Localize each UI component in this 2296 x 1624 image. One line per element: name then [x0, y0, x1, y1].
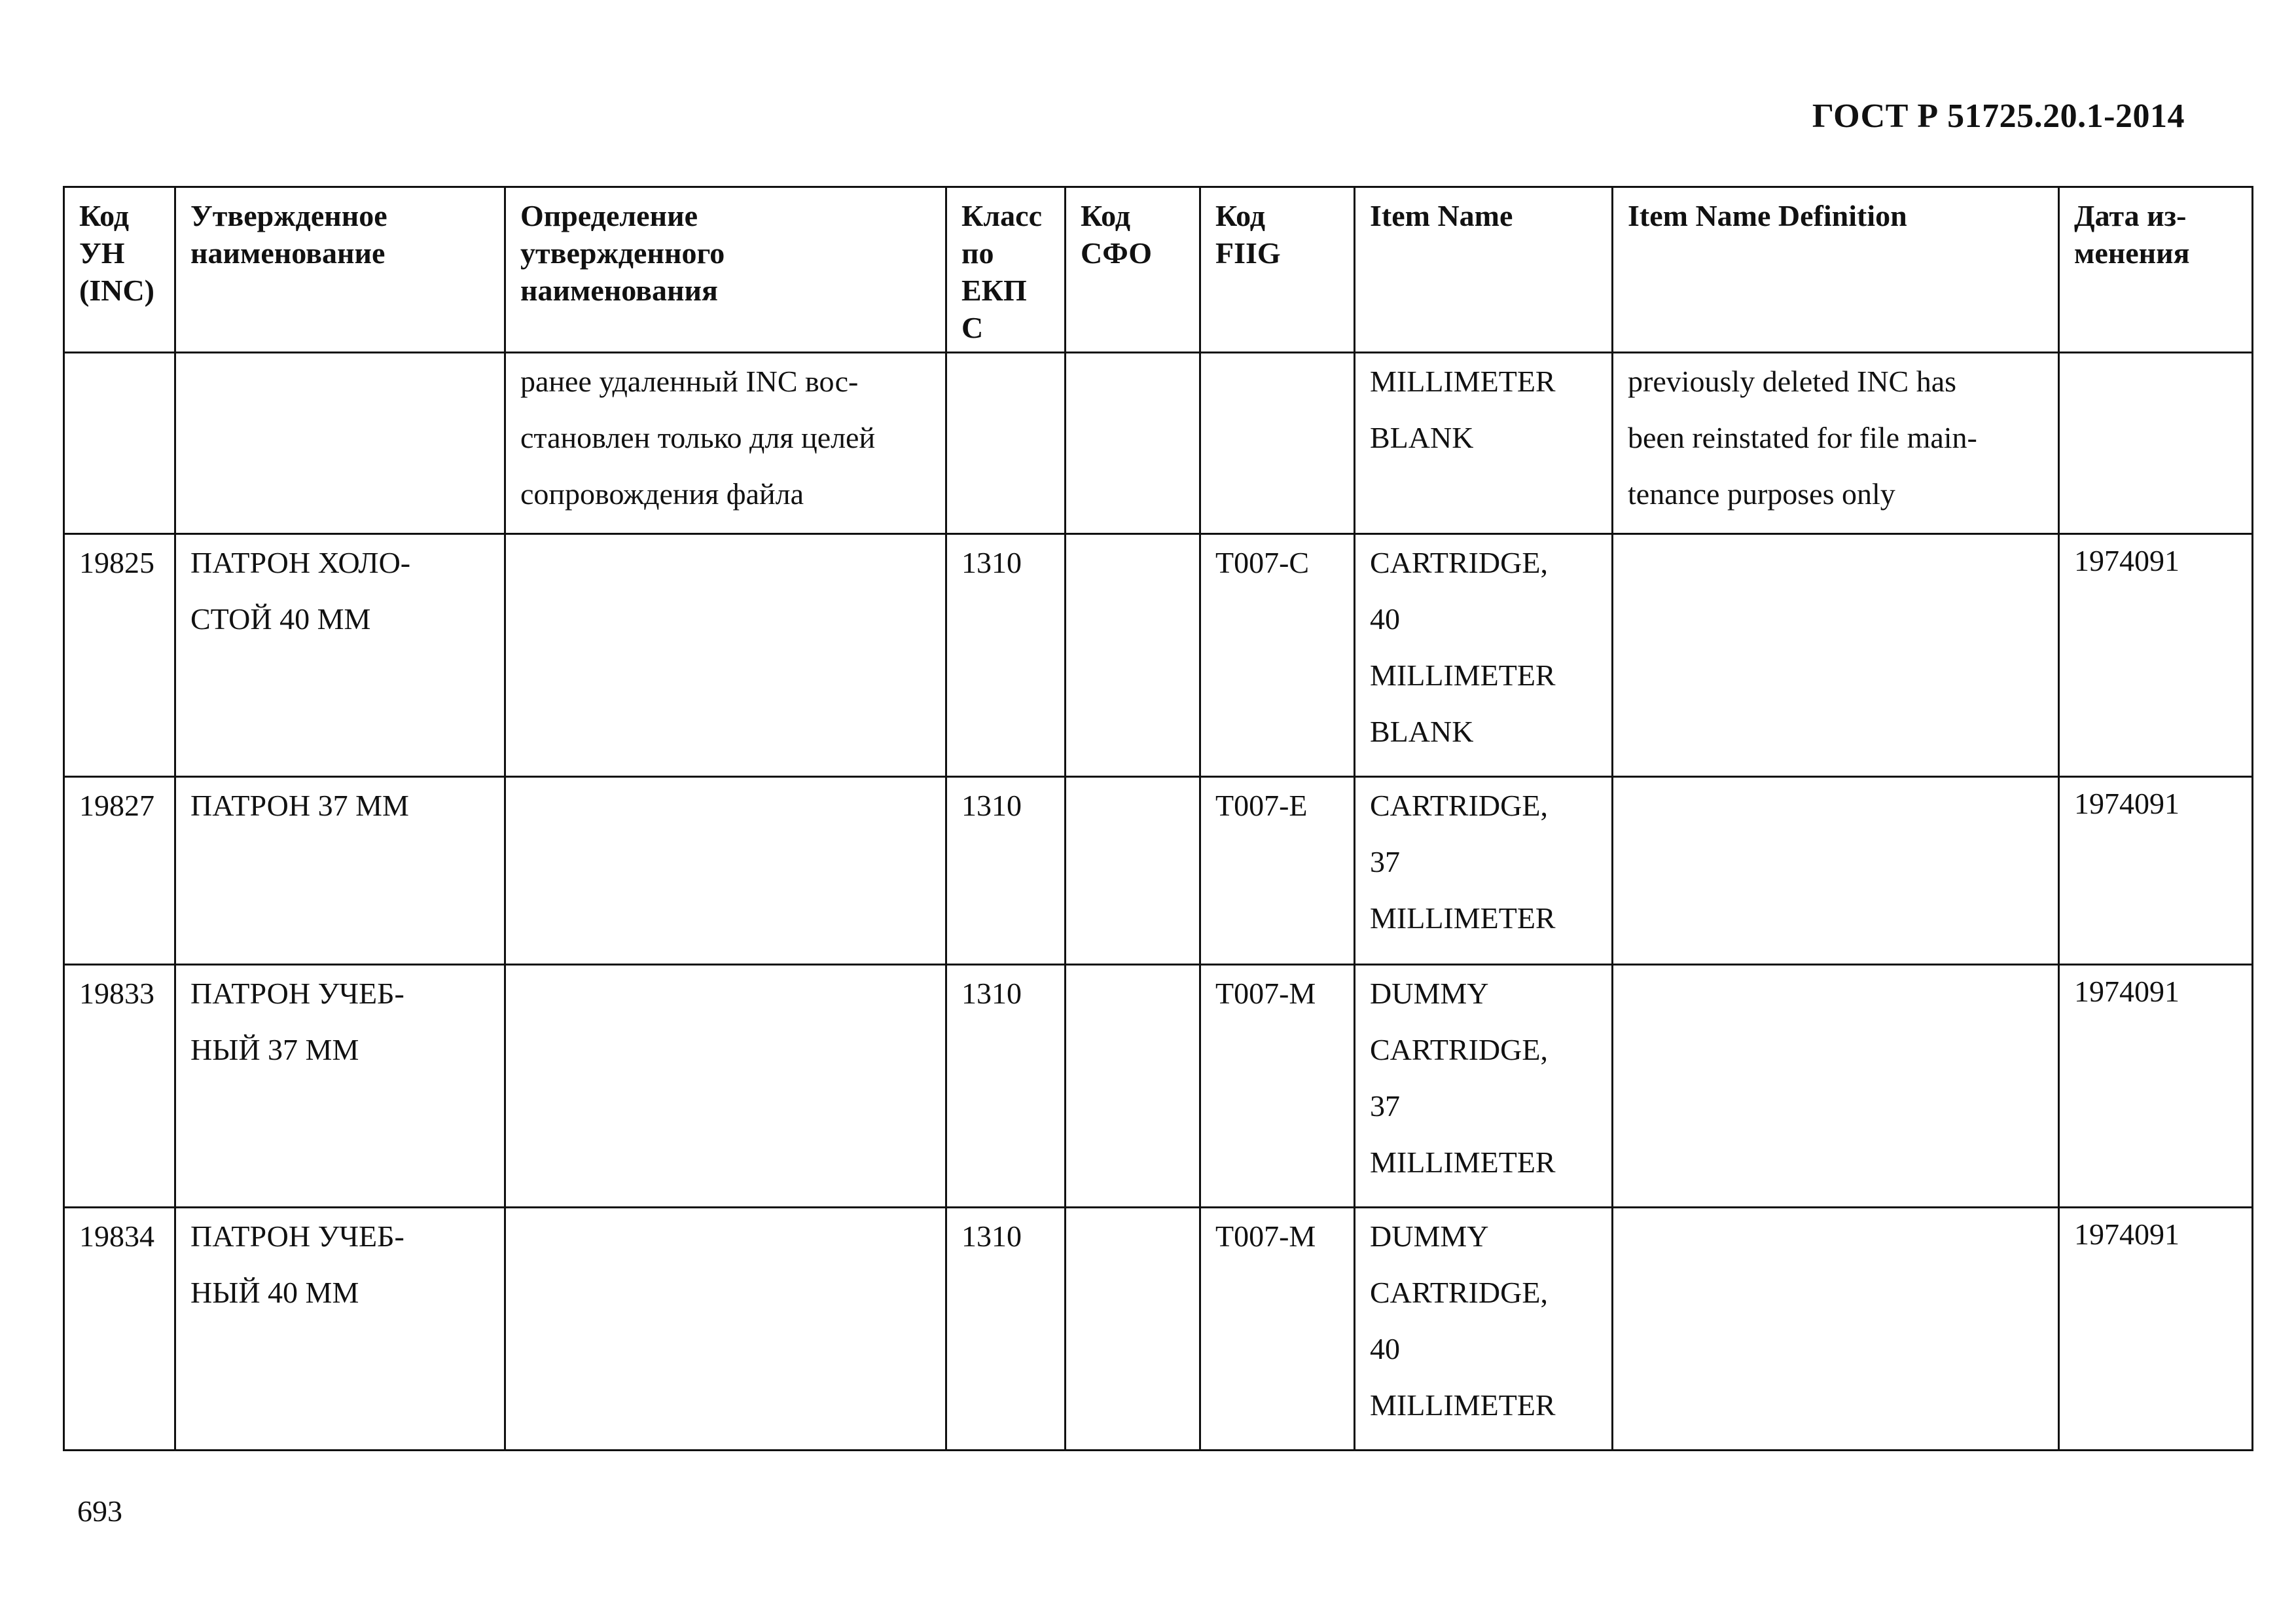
- column-header-change-date: Дата из- менения: [2059, 187, 2253, 353]
- cell-sfo: [1066, 534, 1200, 777]
- cell-definition: [505, 534, 946, 777]
- cell-item-name-definition: [1613, 777, 2059, 965]
- cell-definition: [505, 777, 946, 965]
- cell-item-name: CARTRIDGE, 37 MILLIMETER: [1355, 777, 1613, 965]
- cell-item-name-definition: [1613, 1208, 2059, 1451]
- table-row: [64, 534, 2253, 777]
- cell-sfo: [1066, 965, 1200, 1208]
- cell-change-date: 1974091: [2059, 777, 2253, 965]
- cell-fiig: T007-E: [1200, 777, 1355, 965]
- table-row: [64, 353, 2253, 534]
- cell-sfo: [1066, 1208, 1200, 1451]
- cell-class: 1310: [946, 534, 1066, 777]
- cell-class: [946, 353, 1066, 534]
- column-header-class: Класс по ЕКП С: [946, 187, 1066, 353]
- cell-approved-name: ПАТРОН УЧЕБ- НЫЙ 40 ММ: [175, 1208, 505, 1451]
- table-row: [64, 777, 2253, 965]
- nomenclature-table: [63, 186, 2253, 1451]
- cell-inc: 19825: [64, 534, 175, 777]
- cell-approved-name: ПАТРОН УЧЕБ- НЫЙ 37 ММ: [175, 965, 505, 1208]
- document-standard-title: ГОСТ Р 51725.20.1-2014: [1812, 98, 2185, 135]
- cell-fiig: T007-M: [1200, 965, 1355, 1208]
- cell-inc: [64, 353, 175, 534]
- cell-fiig: [1200, 353, 1355, 534]
- column-header-item-name-definition: Item Name Definition: [1613, 187, 2059, 353]
- cell-sfo: [1066, 777, 1200, 965]
- cell-definition: [505, 1208, 946, 1451]
- cell-change-date: 1974091: [2059, 965, 2253, 1208]
- cell-definition: [505, 965, 946, 1208]
- cell-inc: 19833: [64, 965, 175, 1208]
- cell-inc: 19827: [64, 777, 175, 965]
- table-row: [64, 1208, 2253, 1451]
- cell-item-name: CARTRIDGE, 40 MILLIMETER BLANK: [1355, 534, 1613, 777]
- cell-item-name: DUMMY CARTRIDGE, 40 MILLIMETER: [1355, 1208, 1613, 1451]
- cell-class: 1310: [946, 777, 1066, 965]
- column-header-definition: Определение утвержденного наименования: [505, 187, 946, 353]
- cell-definition: ранее удаленный INC вос- становлен только для целей сопровождения файла: [505, 353, 946, 534]
- cell-class: 1310: [946, 1208, 1066, 1451]
- page-number: 693: [77, 1494, 122, 1528]
- cell-approved-name: ПАТРОН 37 ММ: [175, 777, 505, 965]
- cell-class: 1310: [946, 965, 1066, 1208]
- cell-item-name: MILLIMETER BLANK: [1355, 353, 1613, 534]
- cell-item-name-definition: [1613, 534, 2059, 777]
- cell-fiig: T007-C: [1200, 534, 1355, 777]
- column-header-inc: Код УН (INC): [64, 187, 175, 353]
- cell-item-name-definition: previously deleted INC has been reinstated for file main- tenance purposes only: [1613, 353, 2059, 534]
- cell-inc: 19834: [64, 1208, 175, 1451]
- cell-change-date: [2059, 353, 2253, 534]
- column-header-approved-name: Утвержденное наименование: [175, 187, 505, 353]
- cell-approved-name: [175, 353, 505, 534]
- cell-change-date: 1974091: [2059, 1208, 2253, 1451]
- table-row: [64, 965, 2253, 1208]
- cell-item-name: DUMMY CARTRIDGE, 37 MILLIMETER: [1355, 965, 1613, 1208]
- cell-sfo: [1066, 353, 1200, 534]
- cell-fiig: T007-M: [1200, 1208, 1355, 1451]
- column-header-fiig: Код FIIG: [1200, 187, 1355, 353]
- table-header-row: [64, 187, 2253, 353]
- column-header-item-name: Item Name: [1355, 187, 1613, 353]
- cell-change-date: 1974091: [2059, 534, 2253, 777]
- cell-item-name-definition: [1613, 965, 2059, 1208]
- cell-approved-name: ПАТРОН ХОЛО- СТОЙ 40 ММ: [175, 534, 505, 777]
- column-header-sfo: Код СФО: [1066, 187, 1200, 353]
